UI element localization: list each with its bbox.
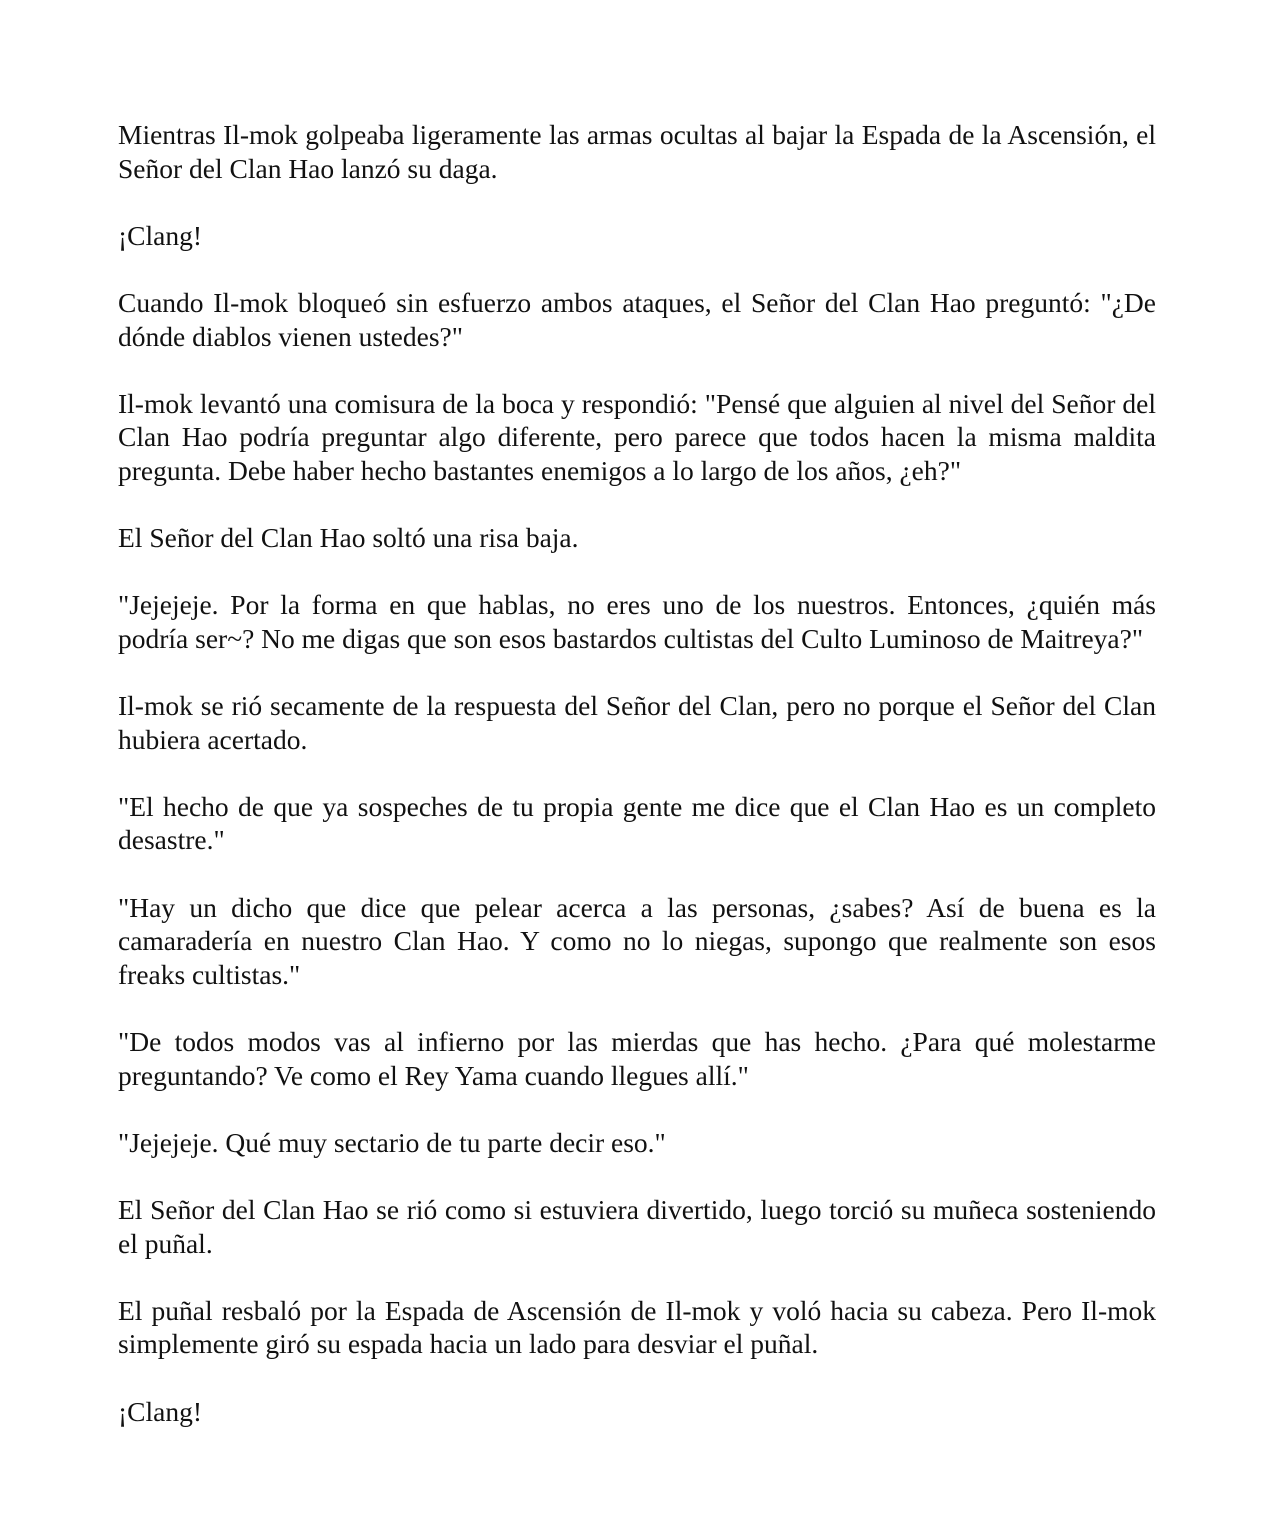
paragraph: Il-mok levantó una comisura de la boca y respondió: "Pensé que alguien al nivel del Señor del Clan Hao podría preguntar algo diferente, pero parece que todos hacen la misma maldita pregunta. Debe haber hecho bastantes enemigos a lo largo de los años, ¿eh?" — [118, 387, 1156, 486]
paragraph: Il-mok se rió secamente de la respuesta del Señor del Clan, pero no porque el Señor del Clan hubiera acertado. — [118, 690, 1156, 755]
paragraph: "El hecho de que ya sospeches de tu propia gente me dice que el Clan Hao es un completo desastre." — [118, 790, 1156, 856]
paragraph: ¡Clang! — [118, 1395, 203, 1427]
paragraph: Cuando Il-mok bloqueó sin esfuerzo ambos ataques, el Señor del Clan Hao preguntó: "¿De dónde diablos vienen ustedes?" — [118, 286, 1156, 352]
paragraph: Mientras Il-mok golpeaba ligeramente las armas ocultas al bajar la Espada de la Ascensión, el Señor del Clan Hao lanzó su daga. — [118, 119, 1156, 184]
paragraph: "Jejejeje. Qué muy sectario de tu parte decir eso." — [118, 1126, 666, 1158]
paragraph: ¡Clang! — [118, 219, 203, 251]
paragraph: "Jejejeje. Por la forma en que hablas, no eres uno de los nuestros. Entonces, ¿quién más podría ser~? No me digas que son esos bastardos cultistas del Culto Luminoso de Maitreya?" — [118, 589, 1156, 654]
paragraph: El Señor del Clan Hao se rió como si estuviera divertido, luego torció su muñeca sosteniendo el puñal. — [118, 1194, 1156, 1259]
paragraph: "De todos modos vas al infierno por las mierdas que has hecho. ¿Para qué molestarme preguntando? Ve como el Rey Yama cuando llegues allí." — [118, 1026, 1156, 1091]
paragraph: "Hay un dicho que dice que pelear acerca a las personas, ¿sabes? Así de buena es la camaradería en nuestro Clan Hao. Y como no lo niegas, supongo que realmente son esos freaks cultistas." — [118, 891, 1156, 990]
paragraph: El puñal resbaló por la Espada de Ascensión de Il-mok y voló hacia su cabeza. Pero Il-mok simplemente giró su espada hacia un lado para desviar el puñal. — [118, 1294, 1156, 1360]
paragraph: El Señor del Clan Hao soltó una risa baja. — [118, 522, 579, 554]
document-page — [118, 118, 1156, 1428]
